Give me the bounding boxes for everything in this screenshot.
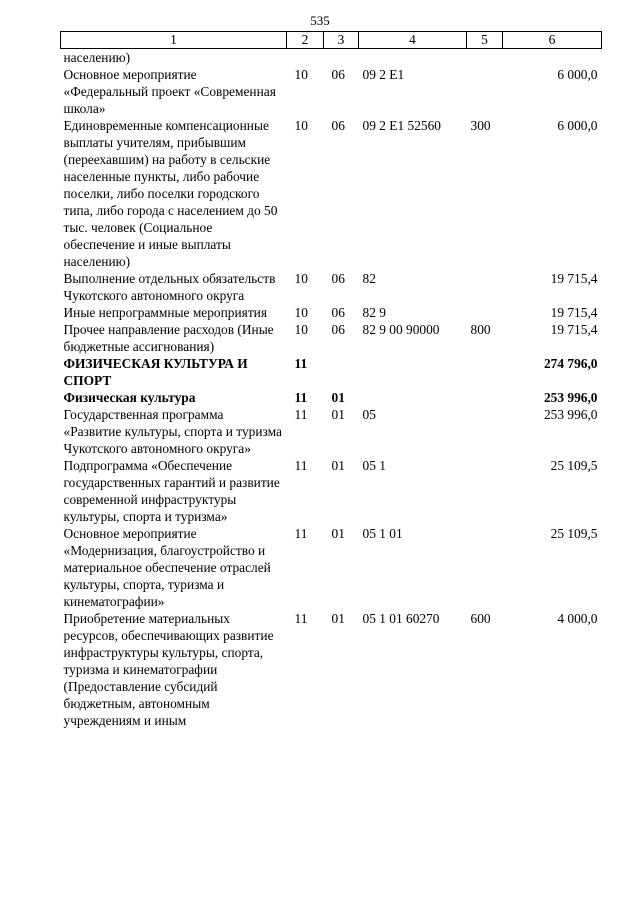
row-name-cell: Подпрограмма «Обеспечение государственных гарантий и развитие современной инфраструктуры культуры, спорта и туризма» [63,458,280,524]
header-col-2: 2 [287,32,324,49]
header-col-5: 5 [467,32,503,49]
amount-cell: 6 000,0 [557,118,598,133]
row-name-cell: Приобретение материальных ресурсов, обеспечивающих развитие инфраструктуры культуры, спорта, туризма и кинематографии (Предоставление субсидий бюджетным, автономным учреждениям и иным [63,611,274,728]
target-article-cell [359,355,467,389]
table-row [61,66,602,117]
section-code-cell: 11 [294,611,308,626]
subsection-code-cell: 01 [331,526,345,541]
section-code-cell: 11 [294,356,308,371]
amount-cell: 19 715,4 [550,271,598,286]
amount-cell: 253 996,0 [543,407,598,422]
page-number: 535 [310,13,330,28]
amount-cell: 274 796,0 [543,356,598,371]
section-code-cell: 10 [294,322,308,337]
header-col-6: 6 [503,32,602,49]
target-article-cell: 82 9 00 90000 [362,322,440,337]
amount-cell [503,49,602,67]
subsection-code-cell: 06 [331,322,345,337]
row-name-cell: населению) [63,50,131,65]
amount-cell: 19 715,4 [550,322,598,337]
target-article-cell: 05 [362,407,376,422]
row-name-cell: Государственная программа «Развитие культуры, спорта и туризма Чукотского автономного округа» [63,407,282,456]
subsection-code-cell: 06 [331,67,345,82]
expense-type-cell [467,457,503,525]
target-article-cell: 82 9 [362,305,386,320]
table-row [61,49,602,67]
expense-type-cell [467,304,503,321]
row-name-cell: Физическая культура [63,390,196,405]
expense-type-cell: 300 [470,118,491,133]
expense-type-cell [467,525,503,610]
expense-type-cell [467,406,503,457]
amount-cell: 25 109,5 [550,526,598,541]
row-name-cell: Прочее направление расходов (Иные бюджетные ассигнования) [63,322,274,354]
subsection-code-cell: 06 [331,271,345,286]
section-code-cell: 10 [294,118,308,133]
subsection-code-cell: 01 [331,458,345,473]
target-article-cell [359,389,467,406]
section-code-cell: 10 [294,67,308,82]
expense-type-cell [467,49,503,67]
section-code-cell: 11 [294,526,308,541]
subsection-code-cell: 06 [331,118,345,133]
target-article-cell: 05 1 01 60270 [362,611,440,626]
subsection-code-cell: 06 [331,305,345,320]
expense-type-cell: 600 [470,611,491,626]
expense-type-cell [467,66,503,117]
header-col-4: 4 [359,32,467,49]
header-col-1: 1 [61,32,287,49]
amount-cell: 19 715,4 [550,305,598,320]
table-row [61,457,602,525]
expense-type-cell [467,355,503,389]
target-article-cell: 05 1 01 [362,526,403,541]
budget-table [60,31,602,729]
amount-cell: 6 000,0 [557,67,598,82]
table-row [61,270,602,304]
subsection-code-cell [324,355,359,389]
table-row [61,610,602,729]
row-name-cell: Основное мероприятие «Модернизация, благоустройство и материальное обеспечение отраслей культуры, спорта, туризма и кинематографии» [63,526,271,609]
target-article-cell: 05 1 [362,458,386,473]
row-name-cell: Единовременные компенсационные выплаты учителям, прибывшим (переехавшим) на работу в сельские населенные пункты, либо рабочие поселки, либо поселки городского типа, либо города с населением до 50 тыс. человек (Социальное обеспечение и иные выплаты населению) [63,118,278,269]
table-row [61,355,602,389]
amount-cell: 25 109,5 [550,458,598,473]
section-code-cell [287,49,324,67]
table-row [61,321,602,355]
section-code-cell: 10 [294,305,308,320]
section-code-cell: 11 [294,390,308,405]
expense-type-cell [467,389,503,406]
row-name-cell: Основное мероприятие «Федеральный проект «Современная школа» [63,67,276,116]
table-row [61,525,602,610]
amount-cell: 253 996,0 [543,390,598,405]
expense-type-cell: 800 [470,322,491,337]
subsection-code-cell: 01 [331,390,345,405]
target-article-cell: 09 2 E1 52560 [362,118,441,133]
row-name-cell: ФИЗИЧЕСКАЯ КУЛЬТУРА И СПОРТ [63,356,248,388]
expense-type-cell [467,270,503,304]
table-header-row [61,32,602,49]
row-name-cell: Выполнение отдельных обязательств Чукотского автономного округа [63,271,276,303]
subsection-code-cell: 01 [331,407,345,422]
table-row [61,304,602,321]
section-code-cell: 11 [294,458,308,473]
subsection-code-cell: 01 [331,611,345,626]
target-article-cell: 82 [362,271,376,286]
subsection-code-cell [324,49,359,67]
row-name-cell: Иные непрограммные мероприятия [63,305,267,320]
target-article-cell: 09 2 E1 [362,67,405,82]
table-row [61,406,602,457]
section-code-cell: 11 [294,407,308,422]
section-code-cell: 10 [294,271,308,286]
table-row [61,389,602,406]
amount-cell: 4 000,0 [557,611,598,626]
table-row [61,117,602,270]
header-col-3: 3 [324,32,359,49]
target-article-cell [359,49,467,67]
